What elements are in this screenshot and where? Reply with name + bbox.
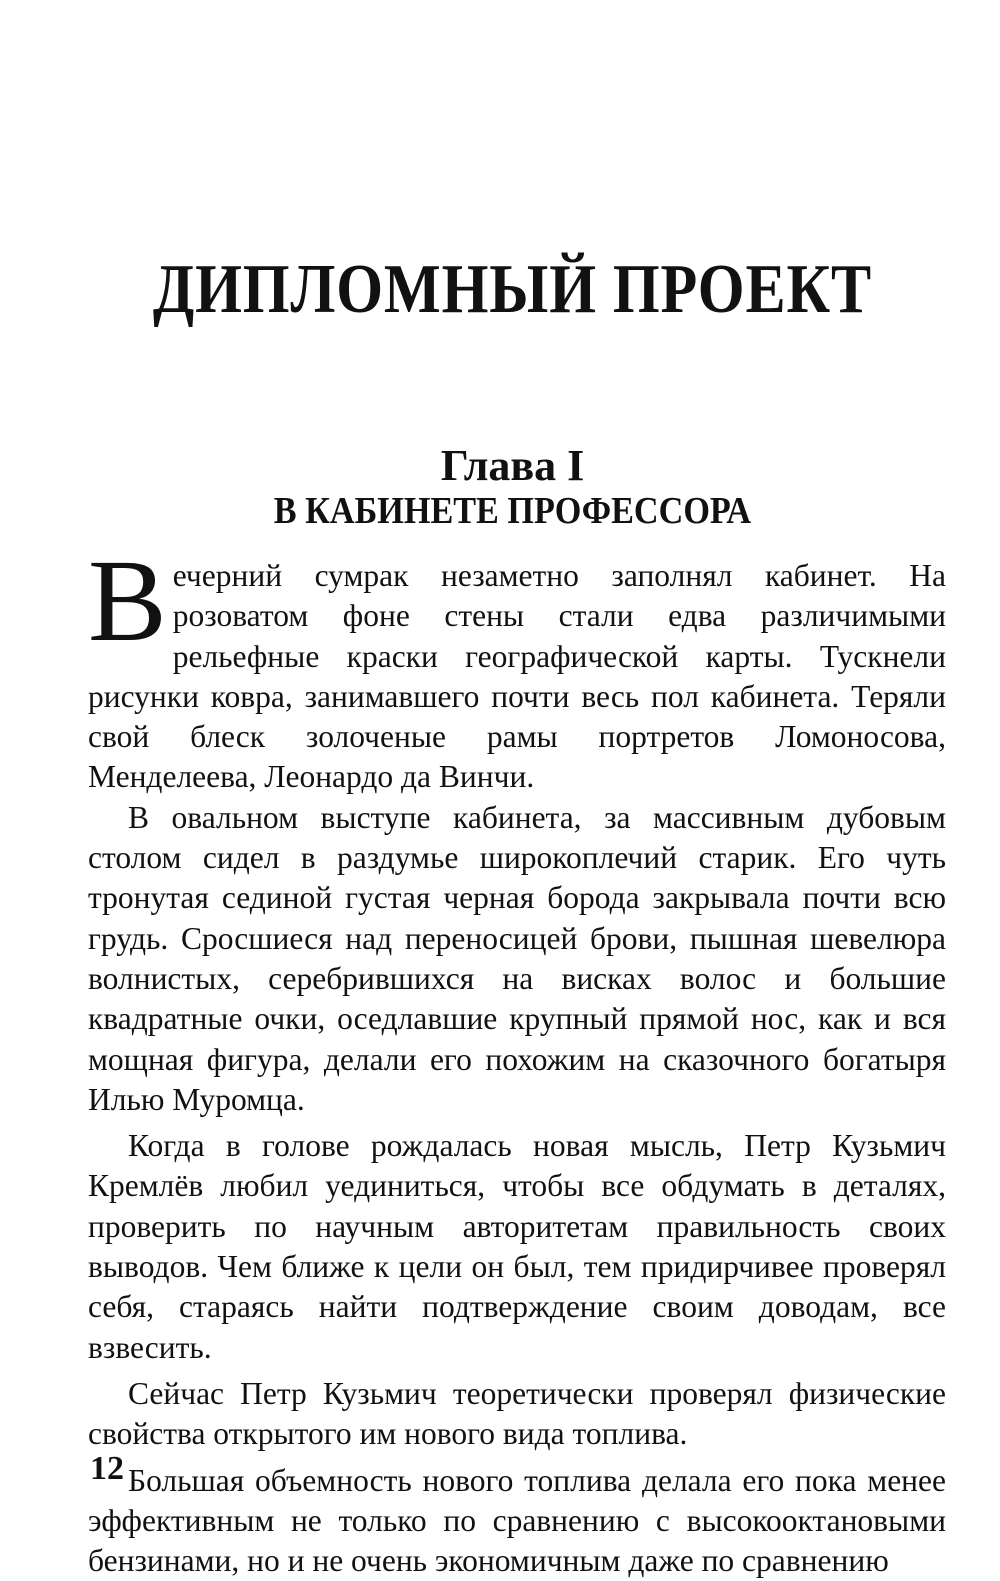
paragraph-1	[88, 535, 946, 798]
paragraph-1-text: ечерний сумрак незаметно заполнял кабинет. На розоватом фоне стены стали едва различимыми рельефные краски географической карты. Тускнели рисунки ковра, занимавшего почти весь пол кабинета. Теряли свой блеск золоченые рамы портретов Ломоносова, Менделеева, Леонардо да Винчи.	[88, 558, 946, 795]
body-text	[88, 535, 946, 1581]
chapter-number: Глава I	[440, 441, 585, 490]
paragraph-4: Сейчас Петр Кузьмич теоретически проверял физические свойства открытого им нового вида топлива.	[88, 1375, 946, 1452]
page-number: 12	[90, 1450, 124, 1487]
paragraph-2: В овальном выступе кабинета, за массивным дубовым столом сидел в раздумье широкоплечий старик. Его чуть тронутая сединой густая черная борода закрывала почти всю грудь. Сросшиеся над переносицей брови, пышная шевелюра волнистых, серебрившихся на висках волос и большие квадратные очки, оседлавшие крупный прямой нос, как и вся мощная фигура, делали его похожим на сказочного богатыря Илью Муромца.	[88, 799, 946, 1117]
drop-cap: В	[88, 535, 167, 666]
paragraph-5: Большая объемность нового топлива делала его пока менее эффективным не только по сравнению с высокооктановыми бензинами, но и не очень экономичным даже по сравнению	[88, 1462, 946, 1579]
book-title: ДИПЛОМНЫЙ ПРОЕКТ	[152, 251, 873, 328]
paragraph-3: Когда в голове рождалась новая мысль, Петр Кузьмич Кремлёв любил уединиться, чтобы все обдумать в деталях, проверить по научным авторитетам правильность своих выводов. Чем ближе к цели он был, тем придирчивее проверял себя, стараясь найти подтверждение своим доводам, все взвесить.	[88, 1128, 946, 1365]
chapter-title: В КАБИНЕТЕ ПРОФЕССОРА	[273, 490, 752, 532]
